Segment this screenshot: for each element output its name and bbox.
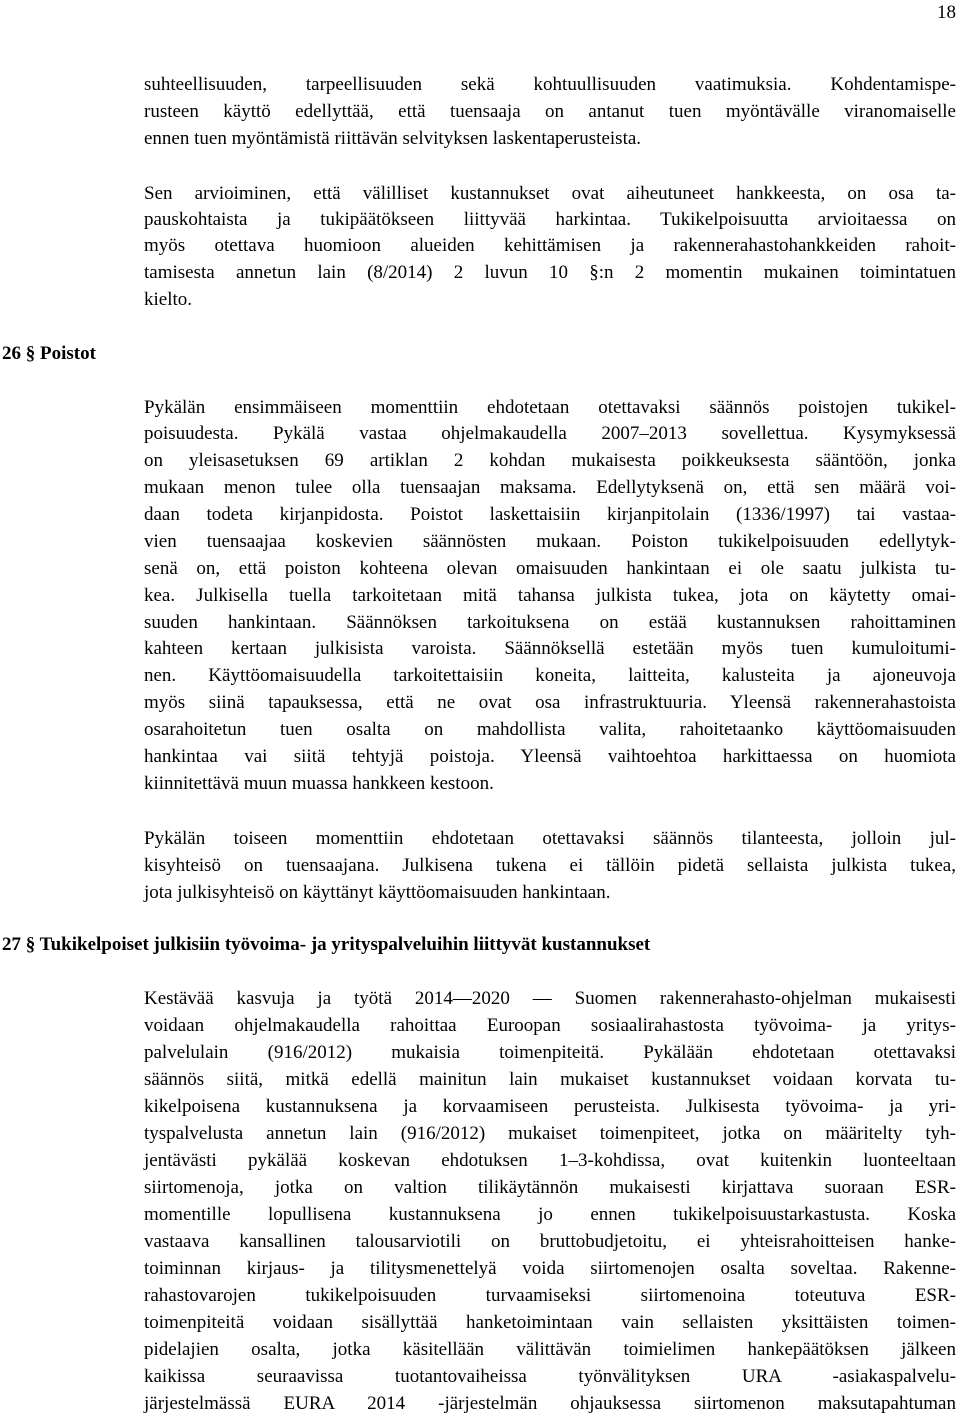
text-line: on yleisasetuksen 69 artiklan 2 kohdan mukaisesta poikkeuksesta sääntöön, jonka (144, 450, 956, 471)
text-line: daan todeta kirjanpidosta. Poistot laskettaisiin kirjanpitolain (1336/1997) tai vastaa- (144, 504, 956, 525)
text-line: Kestävää kasvuja ja työtä 2014—2020 — Suomen rakennerahasto-ohjelman mukaisesti (144, 988, 956, 1009)
text-line: kahteen kertaan julkisista varoista. Säännöksellä estetään myös tuen kumuloitumi- (144, 638, 956, 659)
text-line: palvelulain (916/2012) mukaisia toimenpiteitä. Pykälään ehdotetaan otettavaksi (144, 1042, 956, 1063)
text-line: järjestelmässä EURA 2014 -järjestelmän ohjauksessa siirtomenon maksutapahtuman (144, 1393, 956, 1414)
text-line: kea. Julkisella tuella tarkoitetaan mitä tahansa julkista tukea, jota on käytetty omai- (144, 585, 956, 606)
text-line: kiinnitettävä muun muassa hankkeen kestoon. (144, 773, 494, 794)
text-line: Pykälän ensimmäiseen momenttiin ehdotetaan otettavaksi säännös poistojen tukikel- (144, 397, 956, 418)
text-line: tyspalvelusta annetun lain (916/2012) mukaiset toimenpiteet, jotka on määritelty tyh- (144, 1123, 956, 1144)
text-line: momentille lopullisena kustannuksena jo ennen tukikelpoisuustarkastusta. Koska (144, 1204, 956, 1225)
text-line: rahastovarojen tukikelpoisuuden turvaamiseksi siirtomenoina toteutuva ESR- (144, 1285, 956, 1306)
text-line: jentävästi pykälää koskevan ehdotuksen 1–3-kohdissa, ovat kuitenkin luonteeltaan (144, 1150, 956, 1171)
text-line: Sen arvioiminen, että välilliset kustannukset ovat aiheutuneet hankkeesta, on osa ta- (144, 183, 956, 204)
text-line: säännös siitä, mitkä edellä mainitun lain mukaiset kustannukset voidaan korvata tu- (144, 1069, 956, 1090)
text-line: osarahoitetun tuen osalta on mahdollista valita, rahoitetaanko käyttöomaisuuden (144, 719, 956, 740)
section-symbol: § (25, 934, 36, 955)
text-line: tamisesta annetun lain (8/2014) 2 luvun 10 §:n 2 momentin mukainen toimintatuen (144, 262, 956, 283)
text-line: kaikissa seuraavissa tuotantovaiheissa työnvälityksen URA -asiakaspalvelu- (144, 1366, 956, 1387)
text-line: kisyhteisö on tuensaajana. Julkisena tukena ei tällöin pidetä sellaista julkista tukea, (144, 855, 956, 876)
section-27-heading (2, 932, 650, 958)
text-line: Pykälän toiseen momenttiin ehdotetaan otettavaksi säännös tilanteesta, jolloin jul- (144, 828, 956, 849)
text-line: kikelpoisena kustannuksena ja korvaamiseen perusteista. Julkisesta työvoima- ja yri- (144, 1096, 956, 1117)
text-line: myös siinä tapauksessa, että ne ovat osa infrastruktuuria. Yleensä rakennerahastoista (144, 692, 956, 713)
text-line: toiminnan kirjaus- ja tilitysmenettelyä voida siirtomenojen osalta soveltaa. Rakenne- (144, 1258, 956, 1279)
text-line: jota julkisyhteisö on käyttänyt käyttöomaisuuden hankintaan. (144, 882, 611, 903)
text-line: voidaan ohjelmakaudella rahoittaa Euroopan sosiaalirahastosta työvoima- ja yritys- (144, 1015, 956, 1036)
text-line: rusteen käyttö edellyttää, että tuensaaja on antanut tuen myöntävälle viranomaiselle (144, 101, 956, 122)
text-line: mukaan menon tulee olla tuensaajan maksama. Edellytyksenä on, että sen määrä voi- (144, 477, 956, 498)
section-26-heading (2, 341, 96, 367)
text-line: siirtomenoja, jotka on valtion tilikäytännön mukaisesti kirjattava suoraan ESR- (144, 1177, 956, 1198)
text-line: suhteellisuuden, tarpeellisuuden sekä kohtuullisuuden vaatimuksia. Kohdentamispe- (144, 74, 956, 95)
text-line: kielto. (144, 289, 193, 310)
text-line: vastaava kansallinen talousarviotili on bruttobudjetoitu, ei yhteisrahoitteisen hanke- (144, 1231, 956, 1252)
section-number: 27 (2, 934, 21, 955)
text-line: vien tuensaajaa koskevien säännösten mukaan. Poiston tukikelpoisuuden edellytyk- (144, 531, 956, 552)
text-line: pidelajien osalta, jotka käsitellään välittävän toimielimen hankepäätöksen jälkeen (144, 1339, 956, 1360)
page-number: 18 (937, 2, 956, 23)
text-line: poisuudesta. Pykälä vastaa ohjelmakaudella 2007–2013 sovellettua. Kysymyksessä (144, 423, 956, 444)
text-line: senä on, että poiston kohteena olevan omaisuuden hankintaan ei ole saatu julkista tu- (144, 558, 956, 579)
section-number: 26 (2, 343, 21, 364)
section-title: Poistot (40, 343, 96, 364)
text-line: toimenpiteitä voidaan sisällyttää hanketoimintaan vain sellaisten yksittäisten toimen- (144, 1312, 956, 1333)
text-line: nen. Käyttöomaisuudella tarkoitettaisiin koneita, laitteita, kalusteita ja ajoneuvoja (144, 665, 956, 686)
text-line: hankintaa vai siitä tehtyjä poistoja. Yleensä vaihtoehtoa harkittaessa on huomiota (144, 746, 956, 767)
text-line: suuden hankintaan. Säännöksen tarkoituksena on estää kustannuksen rahoittaminen (144, 612, 956, 633)
text-line: pauskohtaista ja tukipäätökseen liittyvää harkintaa. Tukikelpoisuutta arvioitaessa on (144, 209, 956, 230)
text-line: myös otettava huomioon alueiden kehittämisen ja rakennerahastohankkeiden rahoit- (144, 235, 956, 256)
section-title: Tukikelpoiset julkisiin työvoima- ja yrityspalveluihin liittyvät kustannukset (39, 934, 651, 955)
section-symbol: § (25, 343, 36, 364)
text-line: ennen tuen myöntämistä riittävän selvityksen laskentaperusteista. (144, 128, 642, 149)
